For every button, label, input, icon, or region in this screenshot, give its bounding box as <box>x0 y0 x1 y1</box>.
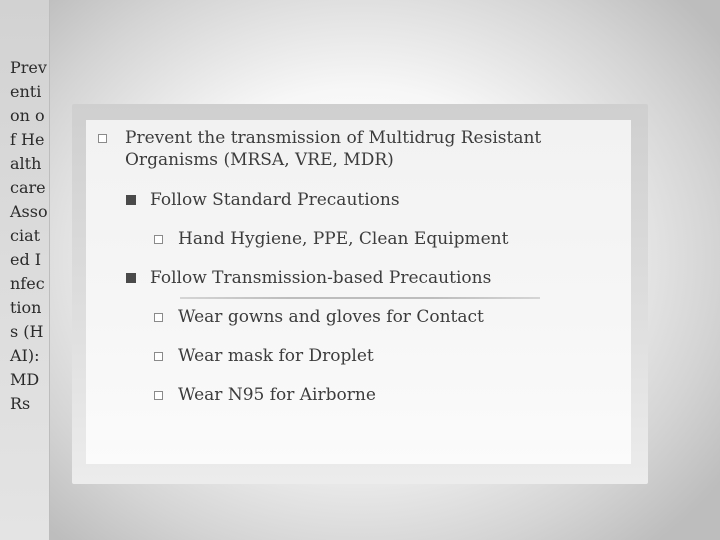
filled-square-bullet-icon <box>126 195 136 205</box>
transmission-precautions-label: Follow Transmission-based Precautions <box>150 268 492 288</box>
list-item-label: Wear gowns and gloves for Contact <box>178 307 484 327</box>
list-item <box>154 384 376 406</box>
hollow-square-bullet-icon <box>98 134 107 143</box>
slide-title: Prevention of Healthcare Associated Infections (HAI): MDRs <box>10 58 48 413</box>
list-item <box>154 306 484 328</box>
divider <box>180 297 540 299</box>
main-bullet-line-1: Prevent the transmission of Multidrug Resistant <box>125 128 542 148</box>
list-item <box>154 228 508 250</box>
standard-precautions-bullet <box>126 189 400 211</box>
list-item-label: Hand Hygiene, PPE, Clean Equipment <box>178 229 509 249</box>
filled-square-bullet-icon <box>126 273 136 283</box>
content-card <box>86 120 631 464</box>
hollow-square-bullet-icon <box>154 235 163 244</box>
transmission-precautions-bullet <box>126 267 491 289</box>
hollow-square-bullet-icon <box>154 391 163 400</box>
hollow-square-bullet-icon <box>154 313 163 322</box>
list-item-label: Wear mask for Droplet <box>178 346 374 366</box>
list-item-label: Wear N95 for Airborne <box>178 385 376 405</box>
main-bullet <box>98 127 541 171</box>
standard-precautions-label: Follow Standard Precautions <box>150 190 400 210</box>
main-bullet-line-2: Organisms (MRSA, VRE, MDR) <box>125 150 394 170</box>
list-item <box>154 345 374 367</box>
hollow-square-bullet-icon <box>154 352 163 361</box>
